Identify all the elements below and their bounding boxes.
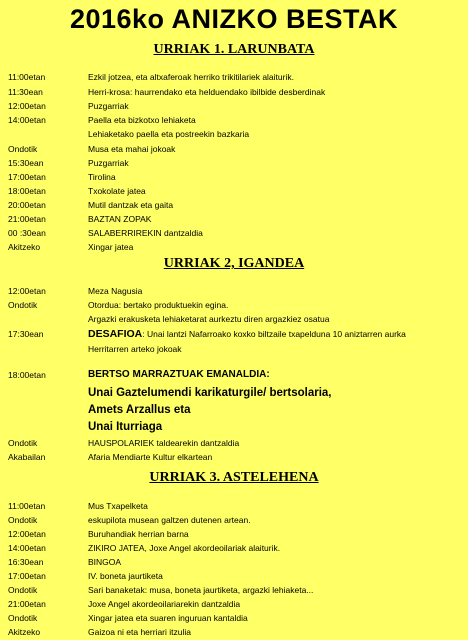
event-time: 21:00etan bbox=[8, 214, 46, 224]
event-row bbox=[8, 157, 468, 169]
event-desc: Joxe Angel akordeoilariarekin dantzaldia bbox=[88, 599, 241, 609]
event-desc: BINGOA bbox=[88, 557, 122, 567]
event-desc: Argazki erakusketa lehiaketarat aurkeztu diren argazkiez osatua bbox=[88, 314, 330, 324]
event-time: 14:00etan bbox=[8, 543, 46, 553]
event-desc: Unai Gaztelumendi karikaturgile/ bertsolaria, bbox=[88, 387, 332, 399]
event-time: Ondotik bbox=[8, 585, 38, 595]
event-desc: Ezkil jotzea, eta altxaferoak herriko trikitilariek alaiturik. bbox=[88, 72, 294, 82]
event-row bbox=[8, 171, 468, 183]
event-desc: HAUSPOLARIEK taldearekin dantzaldia bbox=[88, 438, 240, 448]
event-time: Akitzeko bbox=[8, 242, 41, 252]
event-row bbox=[8, 369, 468, 381]
event-time: 18:00etan bbox=[8, 370, 46, 380]
event-row bbox=[8, 528, 468, 540]
event-time: 12:00etan bbox=[8, 286, 46, 296]
event-time: 17:00etan bbox=[8, 172, 46, 182]
event-desc: SALABERRIREKIN dantzaldia bbox=[88, 228, 203, 238]
event-time: Akitzeko bbox=[8, 627, 41, 637]
event-time: 17:30ean bbox=[8, 329, 44, 339]
event-row bbox=[8, 626, 468, 638]
event-row bbox=[8, 612, 468, 624]
event-desc: Afaria Mendiarte Kultur elkartean bbox=[88, 452, 213, 462]
event-row bbox=[8, 185, 468, 197]
event-row bbox=[8, 285, 468, 297]
event-row bbox=[8, 299, 468, 311]
event-row bbox=[8, 328, 468, 340]
event-row bbox=[8, 402, 468, 418]
event-desc: Mus Txapelketa bbox=[88, 501, 148, 511]
event-time: Ondotik bbox=[8, 613, 38, 623]
event-time: 18:00etan bbox=[8, 186, 46, 196]
event-desc: Amets Arzallus eta bbox=[88, 404, 191, 416]
event-desc: Otordua: bertako produktuekin egina. bbox=[88, 300, 229, 310]
event-row bbox=[8, 86, 468, 98]
event-desc: BAZTAN ZOPAK bbox=[88, 214, 152, 224]
event-row bbox=[8, 598, 468, 610]
event-time: Ondotik bbox=[8, 144, 38, 154]
event-time: 21:00etan bbox=[8, 599, 46, 609]
event-time: Ondotik bbox=[8, 300, 38, 310]
event-time: 12:00etan bbox=[8, 529, 46, 539]
event-row bbox=[8, 514, 468, 526]
day-heading-monday: URRIAK 3. ASTELEHENA bbox=[149, 470, 319, 485]
event-desc: Paella eta bizkotxo lehiaketa bbox=[88, 115, 196, 125]
event-row bbox=[8, 500, 468, 512]
event-time: Akabailan bbox=[8, 452, 46, 462]
day-heading-saturday: URRIAK 1. LARUNBATA bbox=[153, 42, 315, 57]
event-row bbox=[8, 241, 468, 253]
event-desc: Tirolina bbox=[88, 172, 116, 182]
event-time: 11:30ean bbox=[8, 87, 43, 97]
event-desc: Buruhandiak herrian barna bbox=[88, 529, 189, 539]
event-desc: Txokolate jatea bbox=[88, 186, 146, 196]
event-row bbox=[8, 71, 468, 83]
event-desc: Puzgarriak bbox=[88, 158, 129, 168]
event-time: 15:30ean bbox=[8, 158, 44, 168]
event-time: 17:00etan bbox=[8, 571, 46, 581]
event-row bbox=[8, 570, 468, 582]
event-row bbox=[8, 100, 468, 112]
event-row bbox=[8, 114, 468, 126]
event-desc: Puzgarriak bbox=[88, 101, 129, 111]
event-time: Ondotik bbox=[8, 515, 38, 525]
event-time: 12:00etan bbox=[8, 101, 46, 111]
event-time: 20:00etan bbox=[8, 200, 46, 210]
event-desc: Xingar jatea eta suaren inguruan kantaldia bbox=[88, 613, 248, 623]
event-row bbox=[8, 385, 468, 401]
event-row bbox=[8, 213, 468, 225]
day-heading-sunday: URRIAK 2, IGANDEA bbox=[163, 256, 305, 271]
event-desc: Gaizoa ni eta herriari itzulia bbox=[88, 627, 191, 637]
event-row bbox=[8, 143, 468, 155]
desafioa-text: : Unai lantzi Nafarroako koxko biltzaile txapelduna 10 aniztarren aurka bbox=[142, 329, 406, 339]
event-desc: ZIKIRO JATEA, Joxe Angel akordeoilariak alaiturik. bbox=[88, 543, 281, 553]
event-row bbox=[8, 542, 468, 554]
page-title: 2016ko ANIZKO BESTAK bbox=[69, 4, 399, 34]
event-row bbox=[8, 584, 468, 596]
event-desc: Sari banaketak: musa, boneta jaurtiketa, argazki lehiaketa... bbox=[88, 585, 314, 595]
event-desc: Herritarren arteko jokoak bbox=[88, 344, 182, 354]
event-row bbox=[8, 227, 468, 239]
event-desc: Musa eta mahai jokoak bbox=[88, 144, 176, 154]
event-row bbox=[8, 437, 468, 449]
event-time: Ondotik bbox=[8, 438, 38, 448]
event-row bbox=[8, 343, 468, 355]
event-desc: Unai Iturriaga bbox=[88, 421, 163, 433]
event-desc: IV. boneta jaurtiketa bbox=[88, 571, 163, 581]
desafioa-label: DESAFIOA bbox=[88, 328, 143, 340]
event-desc: BERTSO MARRAZTUAK EMANALDIA: bbox=[88, 369, 270, 380]
event-row bbox=[8, 313, 468, 325]
event-time: 11:00etan bbox=[8, 72, 46, 82]
event-row bbox=[8, 128, 468, 140]
event-row bbox=[8, 556, 468, 568]
event-row bbox=[8, 199, 468, 211]
event-time: 00 :30ean bbox=[8, 228, 46, 238]
event-row bbox=[8, 451, 468, 463]
event-time: 11:00etan bbox=[8, 501, 46, 511]
event-desc: Meza Nagusia bbox=[88, 286, 143, 296]
event-row bbox=[8, 419, 468, 435]
event-time: 14:00etan bbox=[8, 115, 46, 125]
event-desc bbox=[88, 328, 406, 340]
event-time: 16:30ean bbox=[8, 557, 44, 567]
event-desc: Herri-krosa: haurrendako eta helduendako ibilbide desberdinak bbox=[88, 87, 326, 97]
event-desc: Lehiaketako paella eta postreekin bazkaria bbox=[88, 129, 250, 139]
event-desc: Xingar jatea bbox=[88, 242, 134, 252]
event-desc: Mutil dantzak eta gaita bbox=[88, 200, 174, 210]
event-desc: eskupilota musean galtzen dutenen artean. bbox=[88, 515, 251, 525]
